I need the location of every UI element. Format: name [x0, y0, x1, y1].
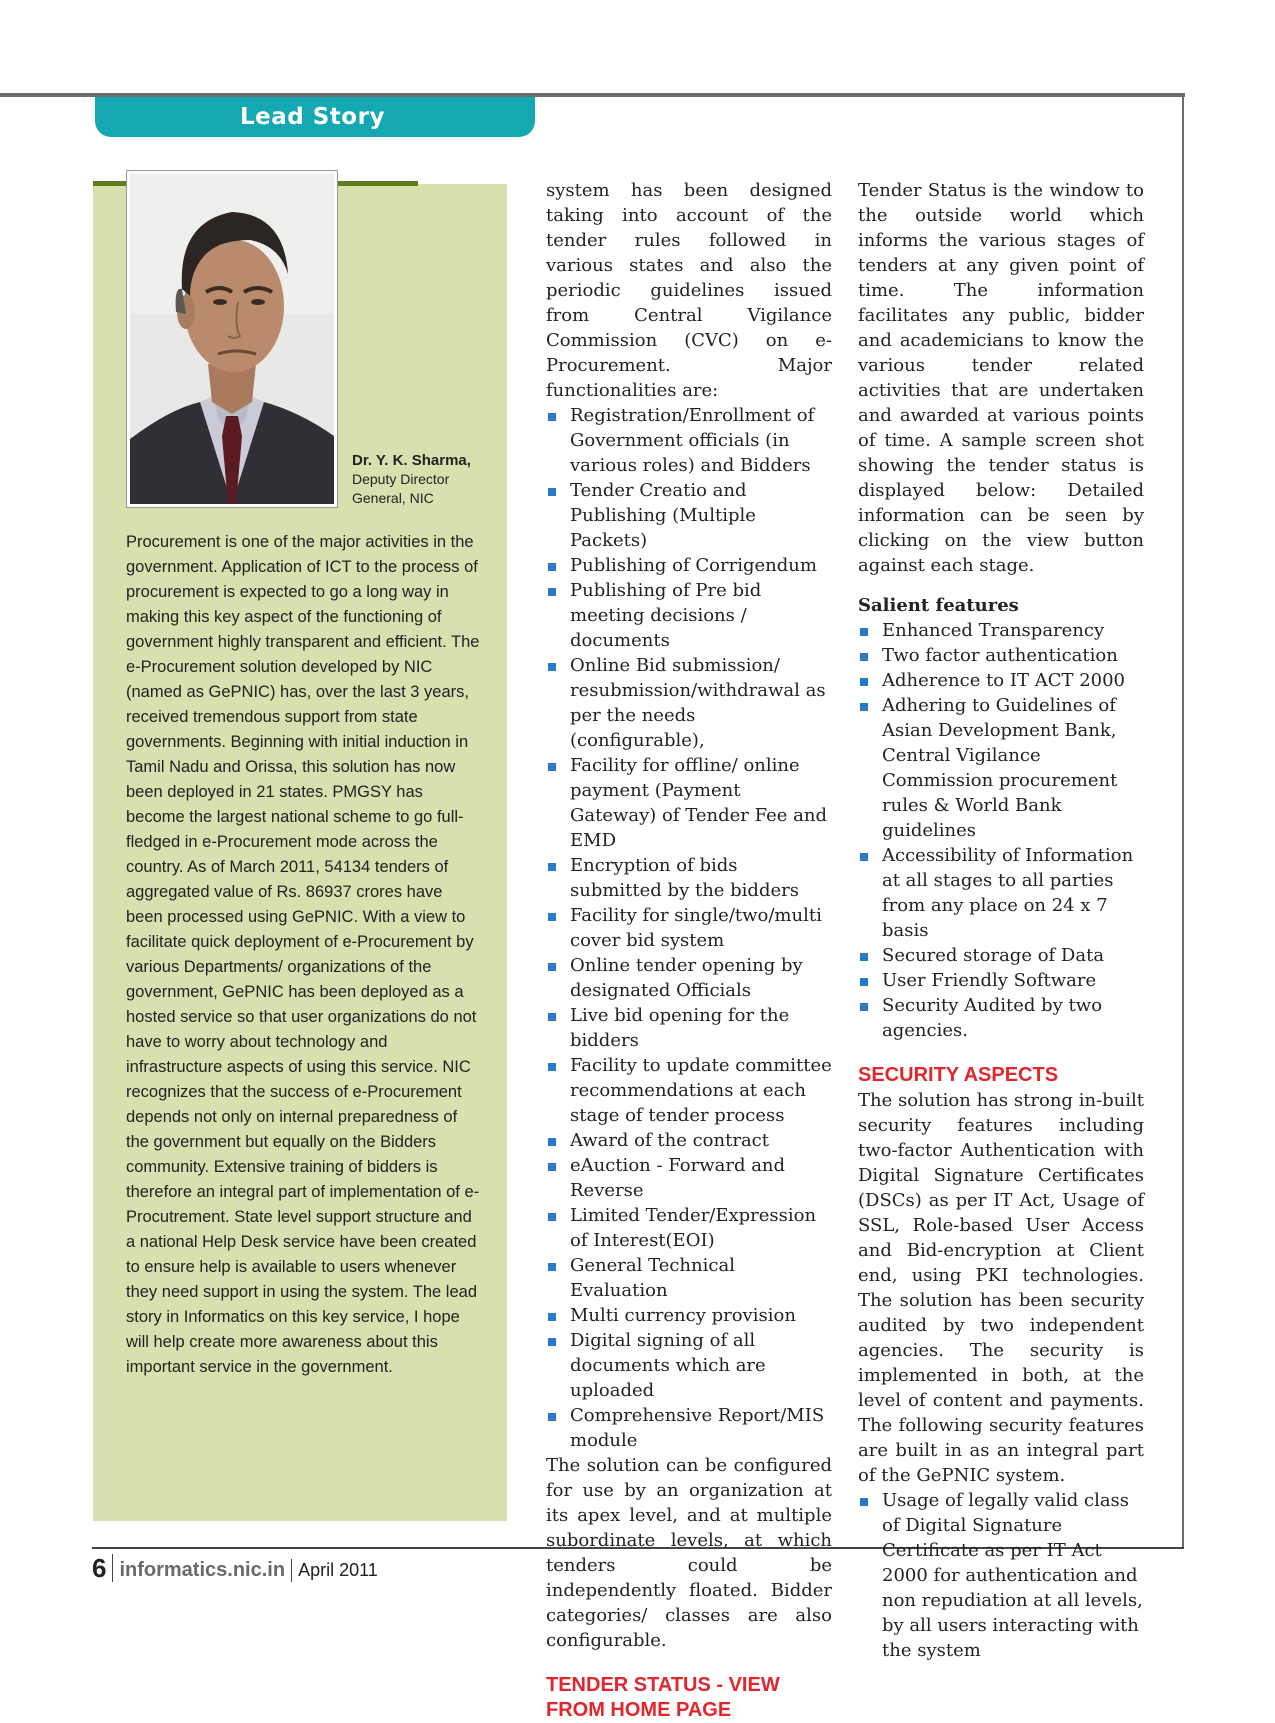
section-tab: Lead Story	[95, 97, 535, 137]
functionality-item: Comprehensive Report/MIS module	[546, 1403, 832, 1453]
portrait-image	[130, 174, 334, 504]
tender-status-text: Tender Status is the window to the outside world which informs the various stages of tenders at any given point of time. The information facilitates any public, bidder and academicians to know the various tender related activities that are undertaken and awarded at various points of time. A sample screen shot showing the tender status is displayed below: Detailed information can be seen by clicking on the view button against each stage.	[858, 180, 1144, 576]
functionality-item: Facility for offline/ online payment (Payment Gateway) of Tender Fee and EMD	[546, 753, 832, 853]
page-number: 6	[92, 1554, 113, 1582]
caption-title-line2: General, NIC	[352, 490, 434, 506]
functionality-item: eAuction - Forward and Reverse	[546, 1153, 832, 1203]
functionality-item: Tender Creatio and Publishing (Multiple Packets)	[546, 478, 832, 553]
page-footer	[92, 1552, 378, 1582]
salient-feature-item: Accessibility of Information at all stages to all parties from any place on 24 x 7 basis	[858, 843, 1144, 943]
security-aspects-heading: SECURITY ASPECTS	[858, 1064, 1059, 1086]
functionality-item: Encryption of bids submitted by the bidders	[546, 853, 832, 903]
functionality-item: Registration/Enrollment of Government officials (in various roles) and Bidders	[546, 403, 832, 478]
functionality-item: Limited Tender/Expression of Interest(EOI)	[546, 1203, 832, 1253]
footer-date: April 2011	[298, 1560, 378, 1580]
column2-intro: system has been designed taking into account of the tender rules followed in various states and also the periodic guidelines issued from Central Vigilance Commission (CVC) on e-Procurement. Major functionalities are:	[546, 180, 832, 401]
functionality-item: General Technical Evaluation	[546, 1253, 832, 1303]
column2-closing: The solution can be configured for use by an organization at its apex level, and at multiple subordinate levels, at which tenders could be independently floated. Bidder categories/ classes are also configurable.	[546, 1455, 832, 1651]
salient-features-list	[858, 618, 1144, 1043]
salient-feature-item: Security Audited by two agencies.	[858, 993, 1144, 1043]
functionality-item: Facility to update committee recommendations at each stage of tender process	[546, 1053, 832, 1128]
salient-features-heading: Salient features	[858, 595, 1019, 616]
functionality-item: Live bid opening for the bidders	[546, 1003, 832, 1053]
caption-name: Dr. Y. K. Sharma,	[352, 452, 471, 469]
functionality-item: Online tender opening by designated Officials	[546, 953, 832, 1003]
salient-feature-item: Enhanced Transparency	[858, 618, 1144, 643]
functionality-item: Award of the contract	[546, 1128, 832, 1153]
security-feature-item: Usage of legally valid class of Digital Signature Certificate as per IT Act 2000 for authentication and non repudiation at all levels, by all users interacting with the system	[858, 1488, 1144, 1663]
author-portrait	[126, 170, 338, 508]
functionality-item: Multi currency provision	[546, 1303, 832, 1328]
security-aspects-text: The solution has strong in-built security features including two-factor Authentication with Digital Signature Certificates (DSCs) as per IT Act, Usage of SSL, Role-based User Access and Bid-encryption at Client end, using PKI technologies. The solution has been security audited by two independent agencies. The security is implemented in both, at the level of content and payments. The following security features are built in as an integral part of the GePNIC system.	[858, 1090, 1144, 1486]
sidebar-body-text: Procurement is one of the major activities in the government. Application of ICT to the process of procurement is expected to go a long way in making this key aspect of the functioning of government highly transparent and efficient. The e-Procurement solution developed by NIC (named as GePNIC) has, over the last 3 years, received tremendous support from state governments. Beginning with initial induction in Tamil Nadu and Orissa, this solution has now been deployed in 21 states. PMGSY has become the largest national scheme to go full-fledged in e-Procurement mode across the country. As of March 2011, 54134 tenders of aggregated value of Rs. 86937 crores have been processed using GePNIC. With a view to facilitate quick deployment of e-Procurement by various Departments/ organizations of the government, GePNIC has been deployed as a hosted service so that user organizations do not have to worry about technology and infrastructure aspects of using this service. NIC recognizes that the success of e-Procurement depends not only on internal preparedness of the government but equally on the Bidders community. Extensive training of bidders is therefore an integral part of implementation of e-Procutrement. State level support structure and a national Help Desk service have been created to ensure help is available to users whenever they need support in using the system. The lead story in Informatics on this key service, I hope will help create more awareness about this important service in the government.	[126, 533, 480, 1376]
salient-feature-item: User Friendly Software	[858, 968, 1144, 993]
footer-site-link[interactable]: informatics.nic.in	[113, 1559, 292, 1582]
salient-feature-item: Secured storage of Data	[858, 943, 1144, 968]
functionality-item: Digital signing of all documents which are uploaded	[546, 1328, 832, 1403]
functionalities-list	[546, 403, 832, 1453]
functionality-item: Facility for single/two/multi cover bid system	[546, 903, 832, 953]
security-features-list	[858, 1488, 1144, 1663]
right-rule	[1182, 93, 1184, 1549]
functionality-item: Publishing of Corrigendum	[546, 553, 832, 578]
tender-status-heading-line2: FROM HOME PAGE	[546, 1699, 732, 1721]
caption-title-line1: Deputy Director	[352, 471, 450, 487]
functionality-item: Online Bid submission/ resubmission/withdrawal as per the needs (configurable),	[546, 653, 832, 753]
salient-feature-item: Adherence to IT ACT 2000	[858, 668, 1144, 693]
portrait-caption	[352, 451, 471, 508]
functionality-item: Publishing of Pre bid meeting decisions / documents	[546, 578, 832, 653]
tender-status-heading-line1: TENDER STATUS - VIEW	[546, 1674, 780, 1696]
salient-feature-item: Two factor authentication	[858, 643, 1144, 668]
article-column-3	[858, 178, 1144, 1663]
article-column-2	[546, 178, 832, 1723]
salient-feature-item: Adhering to Guidelines of Asian Development Bank, Central Vigilance Commission procurement rules & World Bank guidelines	[858, 693, 1144, 843]
